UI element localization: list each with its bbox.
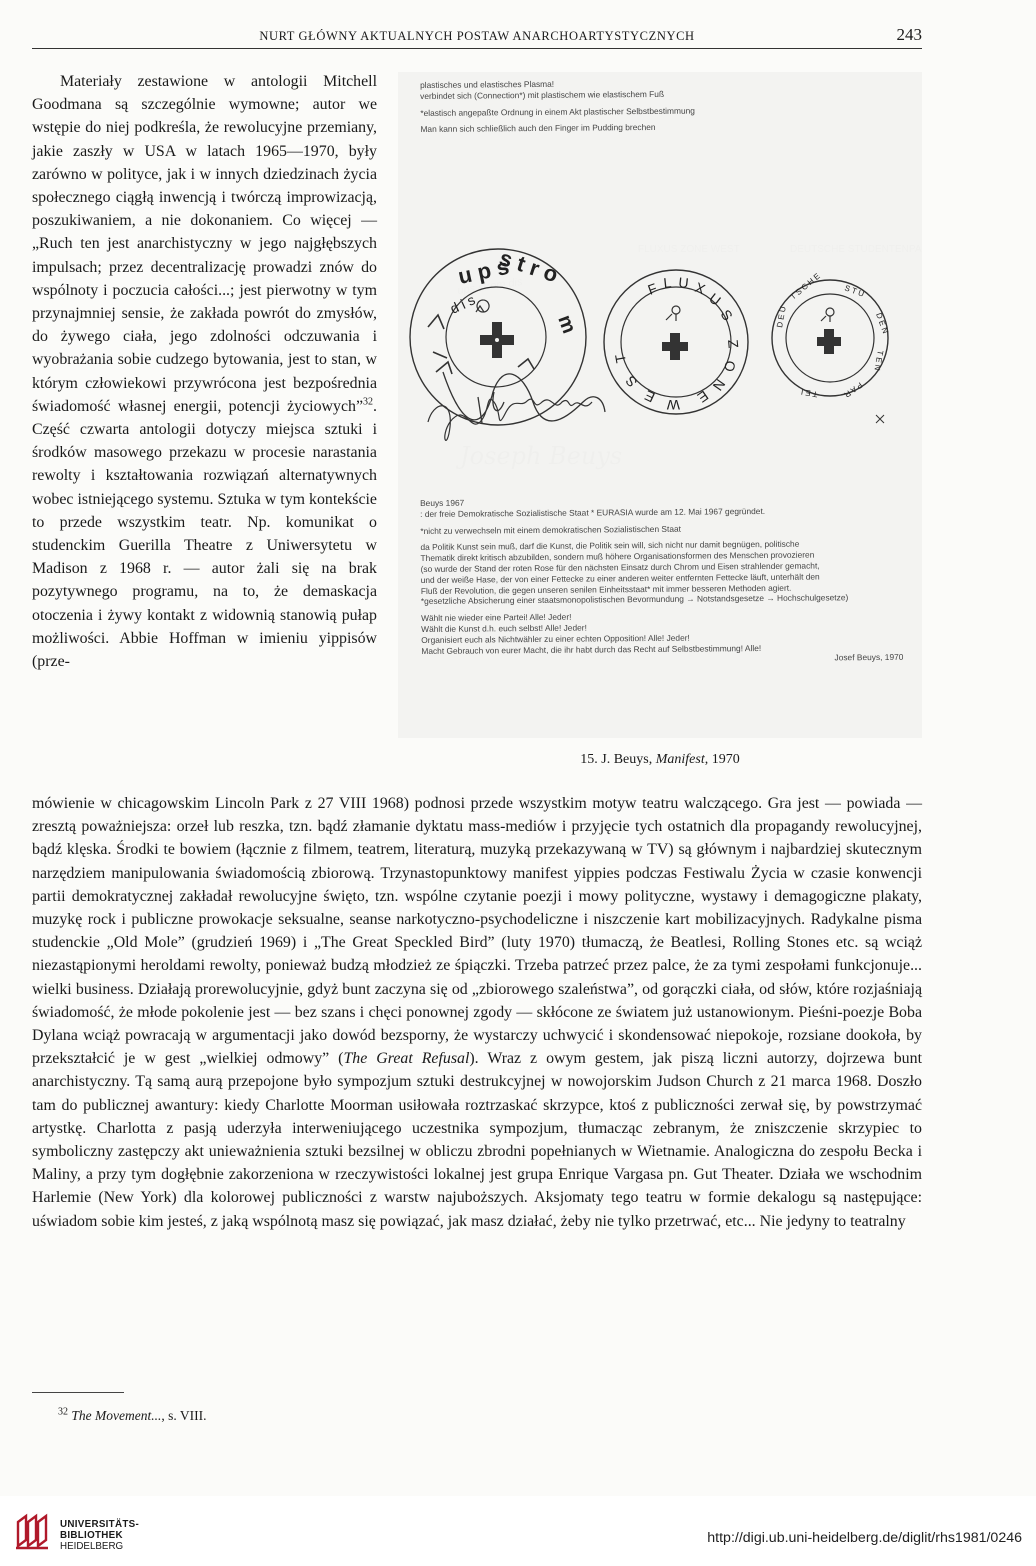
running-header — [32, 27, 922, 49]
svg-text:U: U — [677, 274, 690, 292]
figure-text-line: *gesetzliche Absicherung einer staatsmonopolistischen Bevormundung → Notstandsgesetze → Hochschulgesetze) — [420, 592, 849, 607]
paragraph-text-1: Materiały zestawione w antologii Mitchell Goodmana są szczególnie wymowne; autor we wstępie do niej podkreśla, że rewolucyjne przemiany, jakie zaszły w USA w latach 1965—1970, były zarówno w polityce, jak i w innych dziedzinach życia społecznego ciągłą inwencją i twórczą improwizacją, poszukiwaniem, a nie dokonaniem. Co więcej — „Ruch ten jest anarchistyczny w jego najgłębszych impulsach; przez decentralizację prowadzi znów do wspólnoty i poczucia całości...; jest pierwotny w tym przynajmniej sensie, że zakłada powrót do zmysłów, do żywego ciała, jego zdolności odczuwania i wyobrażania sobie cudzego bytowania, jest to stan, w którym człowiekowi przywrócona jest bezpośrednia świadomość własnej energii, potencji życiowych” — [32, 73, 377, 415]
svg-text:F: F — [645, 279, 660, 298]
figure-signature-line: Josef Beuys, 1970 — [834, 652, 904, 663]
svg-text:Z: Z — [725, 338, 742, 349]
svg-text:m: m — [553, 312, 581, 337]
svg-text:P A R: P A R — [842, 380, 865, 400]
beuys-manifest-figure — [398, 72, 922, 738]
signature-text — [455, 442, 622, 470]
library-line-2: BIBLIOTHEK — [60, 1529, 123, 1541]
footnote-reference[interactable]: 32 — [363, 396, 374, 408]
paragraph — [32, 792, 922, 1233]
library-name[interactable] — [60, 1520, 139, 1552]
manifest-top-text — [420, 78, 695, 136]
left-column-text — [32, 70, 377, 673]
deutsche-studentenpartei-stamp — [772, 280, 888, 396]
svg-text:T: T — [611, 353, 629, 365]
svg-text:D E N: D E N — [874, 311, 890, 335]
manifest-bottom-text — [420, 494, 921, 668]
svg-text:D E U: D E U — [775, 305, 788, 329]
figure-text-line: (so wurde der Stand der roten Rose für den nächsten Einsatz durch Chrom und Eisen strahlender gemacht, — [420, 560, 820, 574]
svg-text:S T U: S T U — [843, 283, 866, 299]
figure-text-line: Wählt die Kunst d.h. euch selbst! Alle! Jeder! — [421, 622, 587, 634]
svg-text:U: U — [706, 289, 724, 309]
figure-text-line: Organisiert euch als Nichtwähler zu einer echten Opposition! Alle! Jeder! — [421, 632, 690, 645]
figure-text-line: *nicht zu verwechseln mit einem demokratischen Sozialistischen Staat — [420, 523, 682, 536]
handwritten-signature-scrawl — [428, 399, 592, 440]
library-logo-icon[interactable] — [14, 1512, 52, 1550]
svg-text:S: S — [622, 372, 641, 391]
figure-text-line: Thematik direkt kritisch abzubilden, sondern muß höhere Organisationsformen des Menschen provozieren — [420, 549, 815, 564]
figure-text-line: plastisches und elastisches Plasma! — [420, 78, 555, 90]
svg-text:X: X — [692, 278, 708, 298]
paragraph-text-2: . Część czwarta antologii dotyczy miejsca sztuki i środków masowego przekazu w procesie narastania rewolty i kształtowania rozwiązań alternatywnych wobec istniejącego systemu. Sztuka w tym kontekście to przede wszystkim teatr. Np. komunikat o studenckim Guerilla Theatre z Uniwersytetu w Madison z 1968 r. — autor żali się na brak pozytywnego programu, na to, że demaskacja otoczenia i żywy kontakt z widownią stanowią pułap możliwości. Abbie Hoffman w imieniu yippisów (prze- — [32, 397, 377, 671]
library-line-3: HEIDELBERG — [60, 1540, 124, 1552]
svg-text:E: E — [694, 387, 712, 407]
svg-text:T S C H E: T S C H E — [788, 271, 822, 302]
figure-text-line: Beuys 1967 — [420, 497, 465, 508]
svg-text:O: O — [721, 359, 739, 373]
italic-title: The Great Refusal — [343, 1050, 470, 1068]
library-line-1: UNIVERSITÄTS- — [60, 1519, 140, 1530]
footnote — [58, 1408, 206, 1424]
figure-text-line: verbindet sich (Connection*) mit plastischem wie elastischem Fuß — [420, 88, 665, 101]
paragraph — [32, 70, 377, 673]
stamp-3-caption — [790, 244, 922, 255]
page-number: 243 — [896, 25, 922, 44]
full-width-text — [32, 792, 922, 1233]
stamps-illustration — [398, 232, 922, 482]
svg-text:s t r o: s t r o — [496, 244, 562, 288]
stamp-2-caption — [638, 244, 740, 255]
svg-text:N: N — [709, 376, 729, 394]
svg-text:u p s: u p s — [455, 253, 512, 289]
figure-text-line: : der freie Demokratische Sozialistische Staat * EURASIA wurde am 12. Mai 1967 gegründet. — [420, 505, 766, 519]
svg-text:d i s: d i s — [447, 291, 478, 317]
svg-text:L: L — [662, 274, 673, 291]
svg-text:S: S — [717, 306, 737, 324]
running-title: NURT GŁÓWNY AKTUALNYCH POSTAW ANARCHOARTYSTYCZNYCH — [259, 29, 695, 43]
figure-text-line: und der weiße Hase, der von einer Fettecke zu einer anderen weiter entfernten Fettecke läuft, unterhält den — [420, 571, 820, 585]
svg-text:W: W — [666, 397, 680, 413]
figure-text-line: *elastisch angepaßte Ordnung in einem Akt plastischer Selbstbestimmung — [420, 105, 695, 118]
paragraph-text-3: mówienie w chicagowskim Lincoln Park z 27 VIII 1968) podnosi przede wszystkim motyw teatru walczącego. Gra jest — powiada — zresztą poważniejsza: orzeł lub reszka, tzn. bądź złamanie dyktatu mass-mediów i przyjęcie tych ostatnich dla propagandy rewolucyjnej, bądź klęska. Środki te bowiem (łącznie z filmem, teatrem, literaturą, muzyką przekazywaną w TV) są głównym i najbardziej skutecznym narzędziem manipulowania świadomością zbiorową. Trzynastopunktowy manifest yippies podczas Festiwalu Życia w czasie konwencji partii demokratycznej zakładał rewolucyjne święto, tzn. wspólne czytanie poezji i mowy polityczne, wystawy i demagogiczne plakaty, muzykę rock i publiczne prowokacje seksualne, seanse narkotyczno-psychodeliczne i niszczenie kart mobilizacyjnych. Radykalne pisma studenckie „Old Mole” (grudzień 1969) i „The Great Speckled Bird” (luty 1970) tłumaczą, że Beatlesi, Rolling Stones etc. są wciąż niezastąpionymi heroldami rewolty, ponieważ budzą młodzież ze śpiączki. Trzeba patrzeć przez palce, że za tymi zespołami funkcjonuje... wielki business. Działają prorewolucyjnie, gdyż bunt zaczyna się od „zbiorowego szaleństwa”, od gorączki ciała, od słów, które rozjaśniają świadomość, że młode pokolenie jest — bez szans i chęci ponownej zgody — skłócone ze światem już ustanowionym. Pieśni-poezje Boba Dylana wciąż powracają w argumentacji jako dowód bezsporny, że wystarczy uchwycić i skondensować niepokoje, rozsiane dookoła, by przekształcić je w gest „wielkiej odmowy” ( — [32, 795, 922, 1068]
header-rule — [32, 48, 922, 49]
paragraph-text-4: ). Wraz z owym gestem, jak piszą liczni autorzy, dojrzewa bunt anarchistyczny. Tą samą aurą przepojone było sympozjum sztuki destrukcyjnej w nowojorskim Judson Church z 21 marca 1968. Doszło tam do publicznej awantury: kiedy Charlotte Moorman usiłowała roztrzaskać skrzypce, ktoś z publiczności zerwał się, by powstrzymać artystkę. Charlotta z pasją uderzyła interweniującego uczestnika sympozjum, tłumacząc zebranym, że zniszczenie skrzypiec to symboliczny zastępczy akt unieważnienia sztuki bezsilnej w obliczu zbrodni popełnianych w Wietnamie. Analogiczna do zespołu Becka i Maliny, a przy tym dogłębnie zakorzeniona w rzeczywistości lokalnej jest grupa Enrique Vargasa pn. Gut Theater. Działa we wschodnim Harlemie (New York) dla kolorowej publiczności z warstw najuboższych. Aksjomaty tego teatru w formie dekalogu są następujące: uświadom sobie kim jesteś, z jaką wspólnotą masz się powiązać, jak masz działać, żeby nie tylko przetrwać, etc... Nie jedyny to teatralny — [32, 1050, 922, 1230]
figure-text-line: Fluß der Revolution, die gegen unseren senilen Einheitsstaat* mit immer besseren Methoden agiert. — [420, 582, 792, 596]
figure-caption — [398, 752, 922, 768]
figure-text-line: Wählt nie wieder eine Partei! Alle! Jeder! — [421, 611, 572, 624]
figure-text-line: Man kann sich schließlich auch den Finger im Pudding brechen — [420, 122, 656, 135]
footnote-rest: , s. VIII. — [161, 1408, 207, 1423]
caption-suffix: , 1970 — [704, 752, 740, 767]
figure-text-line: Macht Gebrauch von eurer Macht, die ihr habt durch das Recht auf Selbstbestimmung! Alle! — [421, 642, 762, 656]
svg-text:T E I: T E I — [800, 387, 819, 399]
svg-text:E: E — [642, 387, 658, 406]
permalink-url[interactable]: http://digi.ub.uni-heidelberg.de/diglit/rhs1981/0246 — [707, 1530, 1022, 1546]
footnote-number: 32 — [58, 1406, 68, 1418]
footnote-rule — [32, 1392, 124, 1393]
figure-text-line: da Politik Kunst sein muß, darf die Kunst, die Politik sein will, sich nicht nur damit begnügen, politische — [420, 539, 800, 553]
caption-title: Manifest — [655, 752, 705, 767]
caption-prefix: 15. J. Beuys, — [580, 752, 656, 767]
footnote-title: The Movement... — [71, 1408, 162, 1423]
svg-text:T E N: T E N — [872, 349, 885, 372]
